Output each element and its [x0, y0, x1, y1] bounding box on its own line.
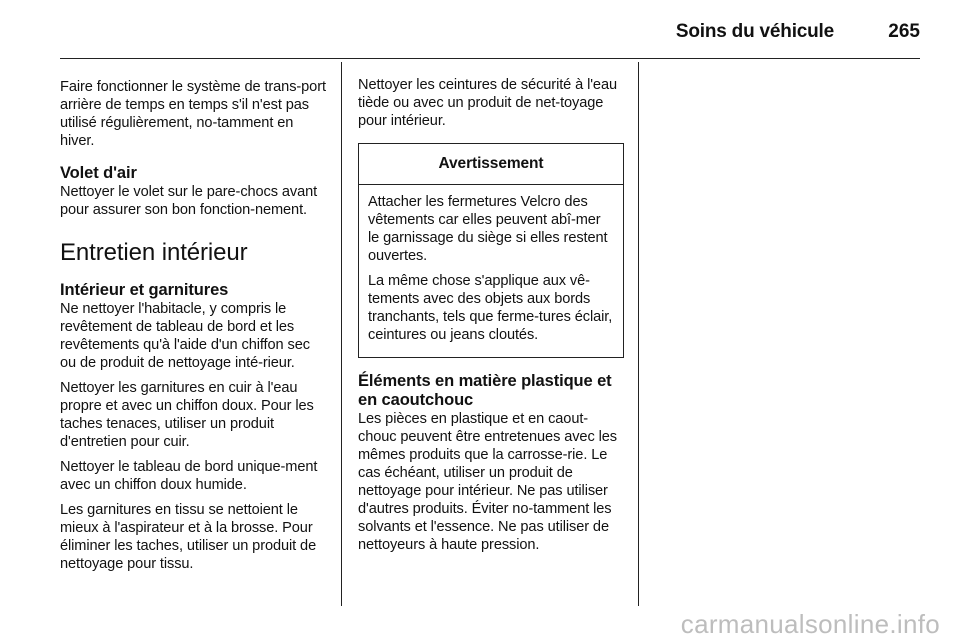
- warning-box: [358, 143, 624, 358]
- warning-paragraph-2: La même chose s'applique aux vê-tements avec des objets aux bords tranchants, tels que ferme-tures éclair, ceintures ou jeans cloutés.: [368, 273, 613, 343]
- watermark-text: carmanualsonline.info: [680, 609, 940, 639]
- garnitures-paragraph-1: Ne nettoyer l'habitacle, y compris le revêtement de tableau de bord et les revêtements qu'à l'aide d'un chiffon sec ou de produit de nettoyage inté-rieur.: [60, 301, 310, 371]
- garnitures-paragraph-3: Nettoyer le tableau de bord unique-ment avec un chiffon doux humide.: [60, 459, 318, 493]
- warning-paragraph-1: Attacher les fermetures Velcro des vêtements car elles peuvent abî-mer le garnissage du siège si elles restent ouvertes.: [368, 194, 608, 264]
- garnitures-heading: Intérieur et garnitures: [60, 281, 229, 299]
- plastique-paragraph: Les pièces en plastique et en caout-chouc peuvent être entretenues avec les mêmes produits que la carrosse-rie. Le cas échéant, utiliser un produit de nettoyage pour intérieur. Ne pas utiliser d'autres produits. Éviter no-tamment les solvants et l'essence. Ne pas utiliser de nettoyeurs à haute pression.: [358, 411, 617, 553]
- column-divider-1: [341, 62, 342, 606]
- section-heading: Entretien intérieur: [60, 239, 248, 266]
- warning-title: Avertissement: [359, 144, 623, 185]
- intro-paragraph: Faire fonctionner le système de trans-port arrière de temps en temps s'il n'est pas utilisé régulièrement, no-tamment en hiver.: [60, 79, 326, 149]
- column-left: [60, 78, 326, 580]
- warning-body: [359, 185, 623, 357]
- column-divider-2: [638, 62, 639, 606]
- volet-heading: Volet d'air: [60, 164, 137, 182]
- ceintures-paragraph: Nettoyer les ceintures de sécurité à l'eau tiède ou avec un produit de net-toyage pour intérieur.: [358, 77, 617, 129]
- garnitures-paragraph-2: Nettoyer les garnitures en cuir à l'eau propre et avec un chiffon doux. Pour les taches tenaces, utiliser un produit d'entretien pour cuir.: [60, 380, 314, 450]
- plastique-heading: Éléments en matière plastique et en caoutchouc: [358, 372, 612, 409]
- volet-paragraph: Nettoyer le volet sur le pare-chocs avant pour assurer son bon fonction-nement.: [60, 184, 318, 218]
- page-header: [60, 0, 920, 59]
- chapter-title: Soins du véhicule: [675, 21, 834, 42]
- page-number: 265: [888, 21, 920, 42]
- column-middle: [358, 76, 624, 561]
- garnitures-paragraph-4: Les garnitures en tissu se nettoient le mieux à l'aspirateur et à la brosse. Pour éliminer les taches, utiliser un produit de nettoyage pour tissu.: [60, 502, 317, 572]
